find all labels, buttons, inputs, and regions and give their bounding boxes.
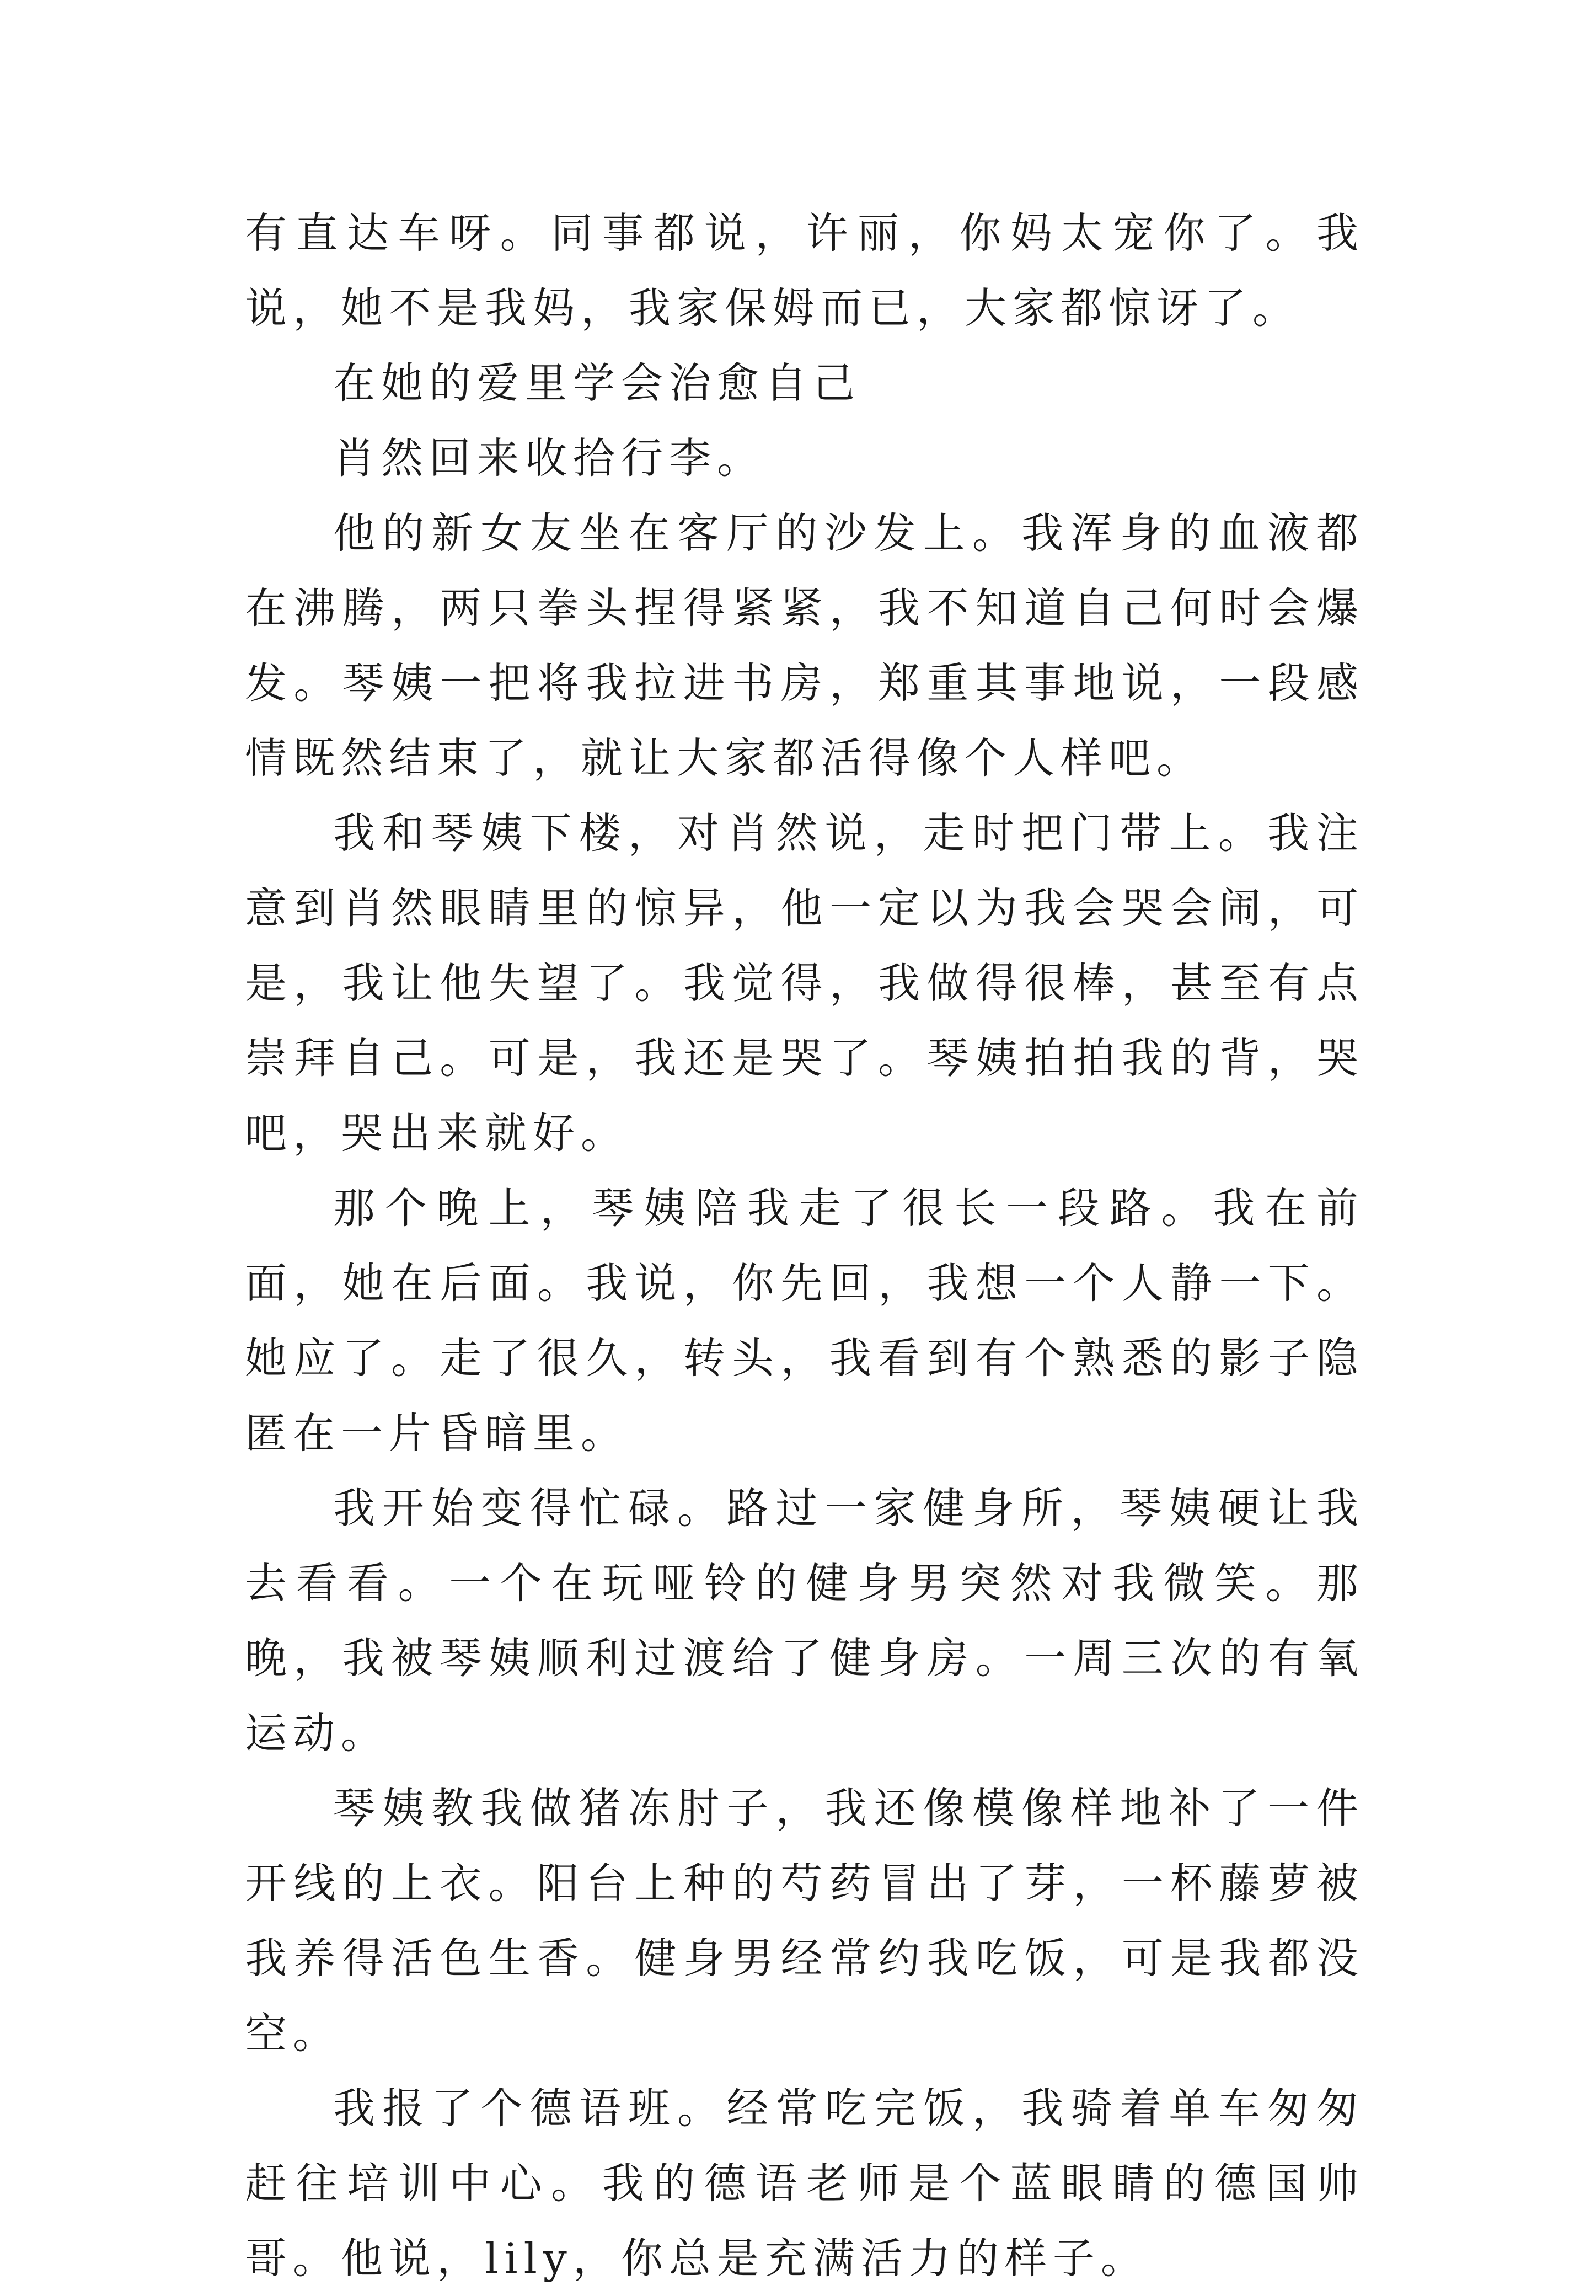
paragraph: 我和琴姨下楼，对肖然说，走时把门带上。我注意到肖然眼睛里的惊异，他一定以为我会哭会闹，可是，我让他失望了。我觉得，我做得很棒，甚至有点崇拜自己。可是，我还是哭了。琴姨拍拍我的背，哭吧，哭出来就好。 bbox=[245, 809, 1364, 1158]
paragraph: 肖然回来收拾行李。 bbox=[333, 433, 765, 483]
paragraph: 我开始变得忙碌。路过一家健身所，琴姨硬让我去看看。一个在玩哑铃的健身男突然对我微笑。那晚，我被琴姨顺利过渡给了健身房。一周三次的有氧运动。 bbox=[245, 1484, 1364, 1758]
body-text bbox=[245, 196, 1364, 2296]
section-heading: 在她的爱里学会治愈自己 bbox=[333, 358, 861, 408]
paragraph: 我报了个德语班。经常吃完饭，我骑着单车匆匆赶往培训中心。我的德语老师是个蓝眼睛的德国帅哥。他说，lily，你总是充满活力的样子。 bbox=[245, 2084, 1364, 2283]
paragraph: 琴姨教我做猪冻肘子，我还像模像样地补了一件开线的上衣。阳台上种的芍药冒出了芽，一杯藤萝被我养得活色生香。健身男经常约我吃饭，可是我都没空。 bbox=[245, 1784, 1364, 2058]
paragraph: 有直达车呀。同事都说，许丽，你妈太宠你了。我说，她不是我妈，我家保姆而已，大家都惊讶了。 bbox=[245, 208, 1364, 333]
paragraph: 他的新女友坐在客厅的沙发上。我浑身的血液都在沸腾，两只拳头捏得紧紧，我不知道自己何时会爆发。琴姨一把将我拉进书房，郑重其事地说，一段感情既然结束了，就让大家都活得像个人样吧。 bbox=[245, 509, 1364, 783]
paragraph: 那个晚上，琴姨陪我走了很长一段路。我在前面，她在后面。我说，你先回，我想一个人静一下。她应了。走了很久，转头，我看到有个熟悉的影子隐匿在一片昏暗里。 bbox=[245, 1184, 1364, 1458]
